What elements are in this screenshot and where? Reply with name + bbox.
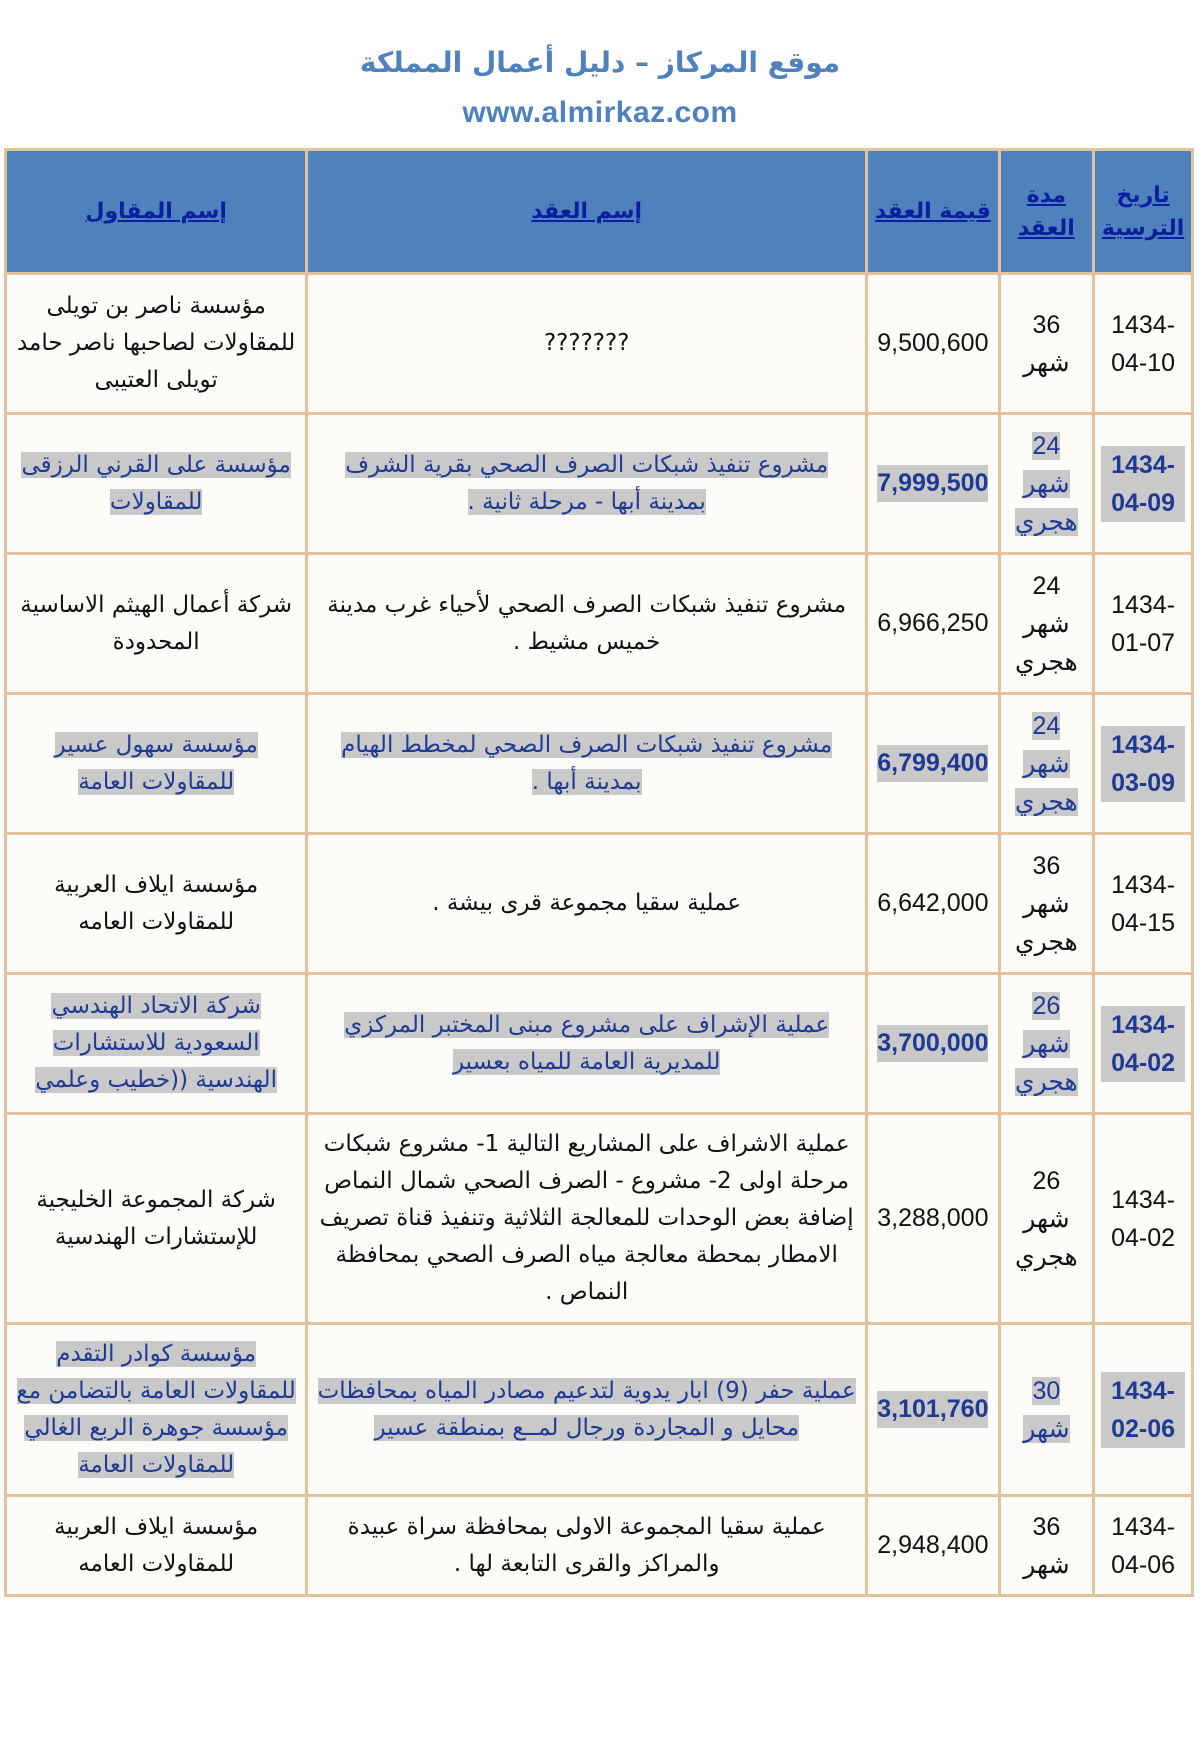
duration-cell: 24 شهر هجري bbox=[999, 694, 1093, 834]
duration-cell: 26 شهر هجري bbox=[999, 1114, 1093, 1324]
site-url[interactable]: www.almirkaz.com bbox=[462, 96, 738, 129]
contractor-name-cell: مؤسسة سهول عسير للمقاولات العامة bbox=[6, 694, 307, 834]
award-date-cell: 1434-02-06 bbox=[1094, 1324, 1193, 1496]
table-row bbox=[6, 974, 1193, 1114]
award-date-cell: 1434-04-02 bbox=[1094, 974, 1193, 1114]
value-cell: 6,966,250 bbox=[867, 554, 1000, 694]
contractor-name-cell: مؤسسة ايلاف العربية للمقاولات العامه bbox=[6, 1496, 307, 1596]
table-row bbox=[6, 1496, 1193, 1596]
value-cell: 6,799,400 bbox=[867, 694, 1000, 834]
contract-name-cell: مشروع تنفيذ شبكات الصرف الصحي لأحياء غرب مدينة خميس مشيط . bbox=[307, 554, 867, 694]
value-cell: 3,700,000 bbox=[867, 974, 1000, 1114]
header-contractor-name: إسم المقاول bbox=[6, 150, 307, 274]
page-header bbox=[0, 0, 1200, 140]
contractor-name-cell: مؤسسة على القرني الرزقى للمقاولات bbox=[6, 414, 307, 554]
contract-name-cell: مشروع تنفيذ شبكات الصرف الصحي لمخطط الهيام بمدينة أبها . bbox=[307, 694, 867, 834]
value-cell: 6,642,000 bbox=[867, 834, 1000, 974]
table-body bbox=[6, 274, 1193, 1596]
value-cell: 7,999,500 bbox=[867, 414, 1000, 554]
table-row bbox=[6, 554, 1193, 694]
header-contract-name: إسم العقد bbox=[307, 150, 867, 274]
contractor-name-cell: شركة أعمال الهيثم الاساسية المحدودة bbox=[6, 554, 307, 694]
duration-cell: 36 شهر bbox=[999, 274, 1093, 414]
value-cell: 3,101,760 bbox=[867, 1324, 1000, 1496]
duration-cell: 36 شهر هجري bbox=[999, 834, 1093, 974]
award-date-cell: 1434-04-02 bbox=[1094, 1114, 1193, 1324]
award-date-cell: 1434-04-10 bbox=[1094, 274, 1193, 414]
contractor-name-cell: شركة الاتحاد الهندسي السعودية للاستشارات الهندسية ((خطيب وعلمي bbox=[6, 974, 307, 1114]
contract-name-cell: عملية الاشراف على المشاريع التالية 1- مشروع شبكات مرحلة اولى 2- مشروع - الصرف الصحي شمال النماص إضافة بعض الوحدات للمعالجة الثلاثية وتنفيذ قناة تصريف الامطار بمحطة معالجة مياه الصرف الصحي بمحافظة النماص . bbox=[307, 1114, 867, 1324]
value-cell: 3,288,000 bbox=[867, 1114, 1000, 1324]
contract-name-cell: عملية سقيا المجموعة الاولى بمحافظة سراة عبيدة والمراكز والقرى التابعة لها . bbox=[307, 1496, 867, 1596]
header-award-date: تاريخ الترسية bbox=[1094, 150, 1193, 274]
table-header-row bbox=[6, 150, 1193, 274]
contractor-name-cell: مؤسسة ناصر بن تويلى للمقاولات لصاحبها ناصر حامد تويلى العتيبى bbox=[6, 274, 307, 414]
header-contract-value: قيمة العقد bbox=[867, 150, 1000, 274]
value-cell: 2,948,400 bbox=[867, 1496, 1000, 1596]
contractor-name-cell: شركة المجموعة الخليجية للإستشارات الهندسية bbox=[6, 1114, 307, 1324]
contractor-name-cell: مؤسسة كوادر التقدم للمقاولات العامة بالتضامن مع مؤسسة جوهرة الربع الغالي للمقاولات العامة bbox=[6, 1324, 307, 1496]
table-row bbox=[6, 834, 1193, 974]
award-date-cell: 1434-03-09 bbox=[1094, 694, 1193, 834]
table-row bbox=[6, 414, 1193, 554]
site-title: موقع المركاز – دليل أعمال المملكة bbox=[359, 46, 841, 79]
contract-name-cell: ??????? bbox=[307, 274, 867, 414]
duration-cell: 26 شهر هجري bbox=[999, 974, 1093, 1114]
duration-cell: 24 شهر هجري bbox=[999, 554, 1093, 694]
award-date-cell: 1434-04-09 bbox=[1094, 414, 1193, 554]
table-row bbox=[6, 1324, 1193, 1496]
duration-cell: 30 شهر bbox=[999, 1324, 1093, 1496]
header-contract-duration: مدة العقد bbox=[999, 150, 1093, 274]
value-cell: 9,500,600 bbox=[867, 274, 1000, 414]
table-row bbox=[6, 274, 1193, 414]
contract-name-cell: عملية حفر (9) ابار يدوية لتدعيم مصادر المياه بمحافظات محايل و المجاردة ورجال لمــع بمنطقة عسير bbox=[307, 1324, 867, 1496]
contracts-table bbox=[4, 148, 1194, 1597]
contract-name-cell: عملية سقيا مجموعة قرى بيشة . bbox=[307, 834, 867, 974]
contractor-name-cell: مؤسسة ايلاف العربية للمقاولات العامه bbox=[6, 834, 307, 974]
contract-name-cell: عملية الإشراف على مشروع مبنى المختبر المركزي للمديرية العامة للمياه بعسير bbox=[307, 974, 867, 1114]
duration-cell: 24 شهر هجري bbox=[999, 414, 1093, 554]
award-date-cell: 1434-04-15 bbox=[1094, 834, 1193, 974]
contract-name-cell: مشروع تنفيذ شبكات الصرف الصحي بقرية الشرف بمدينة أبها - مرحلة ثانية . bbox=[307, 414, 867, 554]
duration-cell: 36 شهر bbox=[999, 1496, 1093, 1596]
table-row bbox=[6, 694, 1193, 834]
award-date-cell: 1434-04-06 bbox=[1094, 1496, 1193, 1596]
award-date-cell: 1434-01-07 bbox=[1094, 554, 1193, 694]
table-row bbox=[6, 1114, 1193, 1324]
